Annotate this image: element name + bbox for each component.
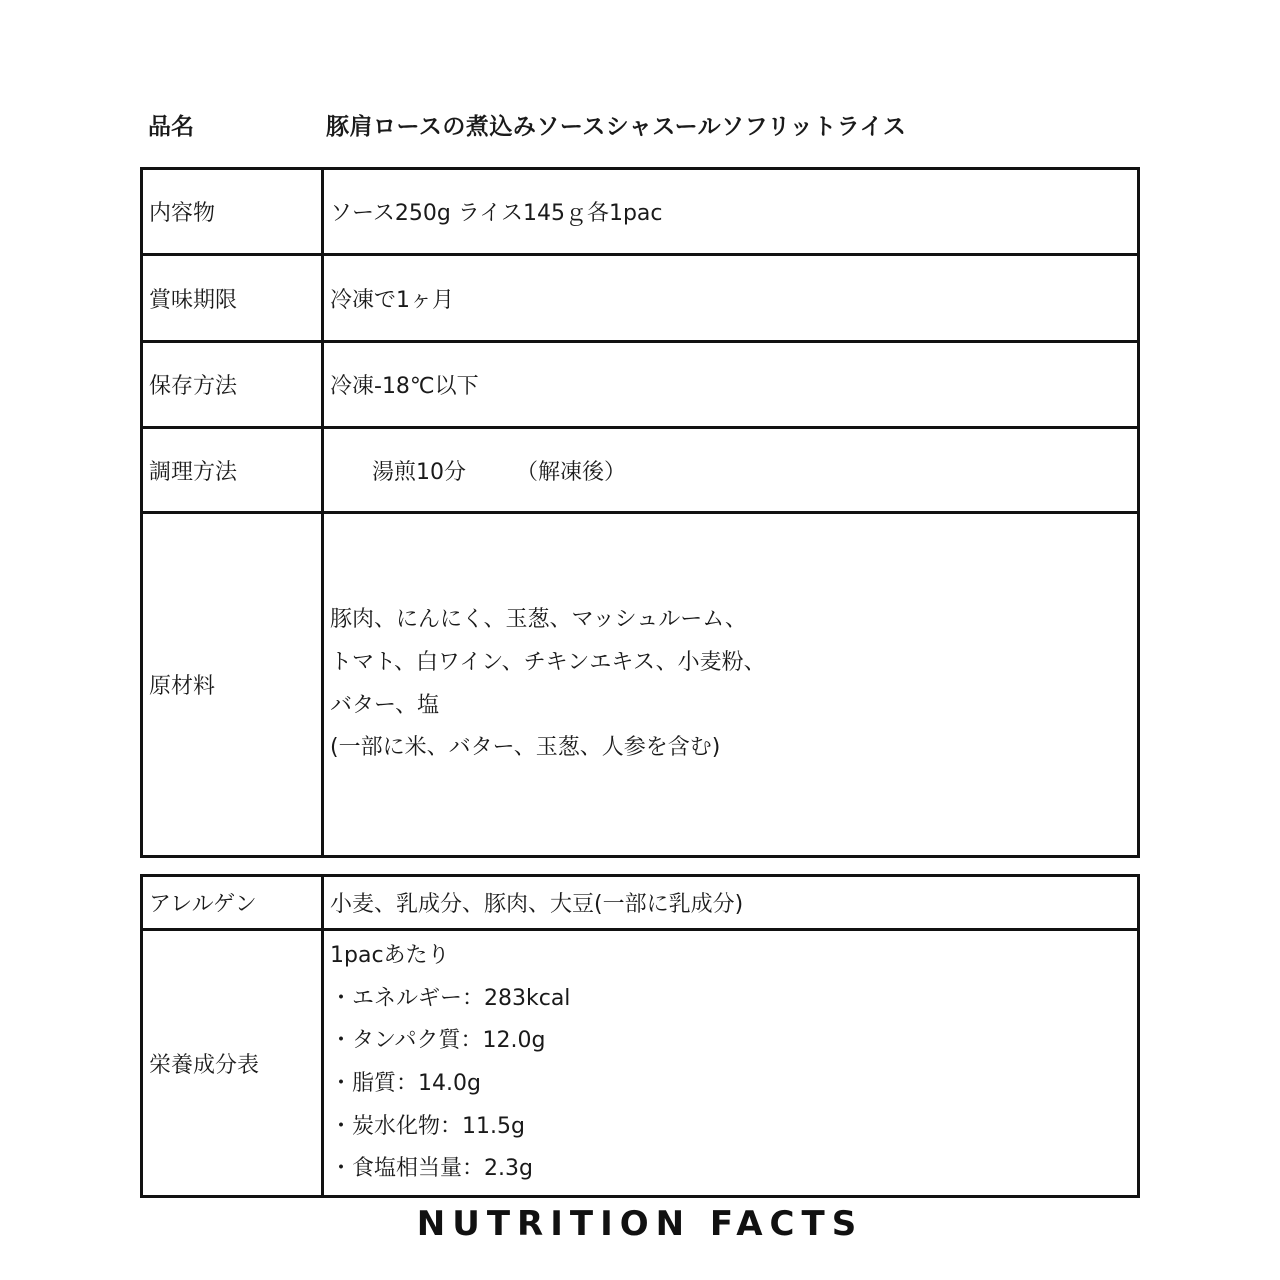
ingredients-line: (一部に米、バター、玉葱、人参を含む)	[330, 735, 721, 761]
contents-label: 内容物	[142, 169, 323, 255]
ingredients-label: 原材料	[142, 513, 323, 857]
allergen-nutrition-table	[140, 874, 1140, 1198]
table-row	[142, 876, 1139, 930]
table-row	[142, 930, 1139, 1197]
cooking-note: （解凍後）	[516, 459, 627, 485]
product-name-value: 豚肩ロースの煮込みソースシャスールソフリットライス	[326, 114, 907, 140]
nutrition-line: ・食塩相当量：2.3g	[330, 1156, 533, 1182]
table-row	[142, 513, 1139, 857]
contents-value: ソース250g ライス145ｇ各1pac	[323, 169, 1139, 255]
table-row	[142, 169, 1139, 255]
table-row	[142, 255, 1139, 342]
nutrition-label: 栄養成分表	[142, 930, 323, 1197]
storage-value: 冷凍-18℃以下	[323, 342, 1139, 428]
nutrition-value	[323, 930, 1139, 1197]
product-info-table	[140, 167, 1140, 858]
cooking-method: 湯煎10分	[372, 459, 466, 485]
expiry-label: 賞味期限	[142, 255, 323, 342]
ingredients-line: トマト、白ワイン、チキンエキス、小麦粉、	[330, 649, 766, 675]
nutrition-line: ・炭水化物：11.5g	[330, 1113, 525, 1139]
table-row	[142, 342, 1139, 428]
table-row	[142, 428, 1139, 513]
cooking-label: 調理方法	[142, 428, 323, 513]
product-header	[148, 108, 1138, 144]
nutrition-line: ・脂質：14.0g	[330, 1071, 481, 1096]
nutrition-line: 1pacあたり	[330, 943, 450, 969]
nutrition-line: ・タンパク質：12.0g	[330, 1028, 546, 1054]
cooking-value	[323, 428, 1139, 513]
ingredients-value	[323, 513, 1139, 857]
allergen-label: アレルゲン	[142, 876, 323, 930]
allergen-value: 小麦、乳成分、豚肉、大豆(一部に乳成分)	[323, 876, 1139, 930]
storage-label: 保存方法	[142, 342, 323, 428]
nutrition-line: ・エネルギー：283kcal	[330, 985, 571, 1011]
expiry-value: 冷凍で1ヶ月	[323, 255, 1139, 342]
ingredients-line: 豚肉、にんにく、玉葱、マッシュルーム、	[330, 607, 747, 633]
ingredients-line: バター、塩	[330, 692, 440, 718]
nutrition-facts-title: NUTRITION FACTS	[416, 1204, 864, 1244]
product-name-label: 品名	[148, 114, 194, 140]
